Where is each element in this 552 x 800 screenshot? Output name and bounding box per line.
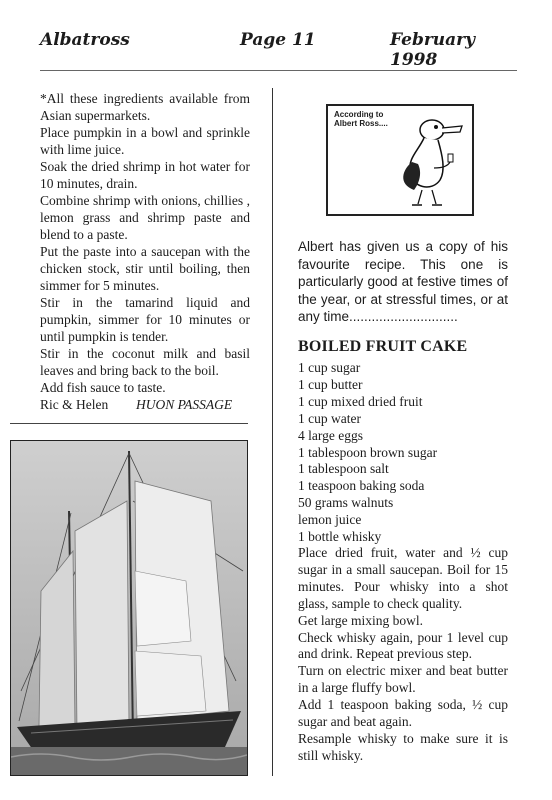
method-step: Resample whisky to make sure it is still whisky.: [298, 730, 508, 763]
author-name: Ric & Helen: [40, 397, 109, 412]
ingredient-item: 1 cup sugar: [298, 360, 361, 375]
ship-photo: [10, 440, 248, 776]
method-step: Check whisky again, pour 1 level cup and drink. Repeat previous step.: [298, 629, 508, 662]
issue-date: February 1998: [390, 30, 476, 70]
ingredient-item: 1 cup water: [298, 410, 361, 426]
recipe-paragraph: Place pumpkin in a bowl and sprinkle with lime juice.: [40, 125, 250, 157]
method-step: Place dried fruit, water and ½ cup sugar in a small saucepan. Boil for 15 minutes. Pour whisky into a shot glass, sample to check quality.: [298, 545, 508, 611]
section-divider: [10, 423, 248, 424]
header-divider: [40, 70, 517, 71]
method-step: Turn on electric mixer and beat butter in a large fluffy bowl.: [298, 663, 508, 696]
boat-name: HUON PASSAGE: [136, 397, 233, 412]
method-step: Add 1 teaspoon baking soda, ½ cup sugar and beat again.: [298, 697, 508, 730]
cartoon-caption: According to Albert Ross....: [334, 110, 388, 128]
ingredient-list: [298, 360, 508, 546]
signature: [40, 396, 250, 413]
recipe-paragraph: *All these ingredients available from Asian supermarkets.: [40, 91, 250, 123]
ingredient-item: 50 grams walnuts: [298, 495, 394, 511]
column-divider: [272, 88, 273, 776]
ingredient-item: 1 cup butter: [298, 376, 363, 392]
ingredient-item: lemon juice: [298, 512, 362, 528]
recipe-continuation: [40, 90, 250, 413]
ingredient-item: 1 cup mixed dried fruit: [298, 393, 423, 409]
recipe-paragraph: Add fish sauce to taste.: [40, 380, 166, 395]
recipe-paragraph: Stir in the coconut milk and basil leaves and bring back to the boil.: [40, 346, 250, 378]
recipe-paragraph: Put the paste into a saucepan with the chicken stock, stir until boiling, then simmer for 5 minutes.: [40, 244, 250, 293]
albert-ross-cartoon: [326, 104, 474, 216]
page-header: [40, 30, 520, 70]
ingredient-item: 1 bottle whisky: [298, 529, 382, 545]
newsletter-title: Albatross: [40, 30, 130, 50]
ingredient-item: 1 tablespoon brown sugar: [298, 444, 438, 460]
recipe-paragraph: Soak the dried shrimp in hot water for 10 minutes, drain.: [40, 159, 250, 191]
recipe-title: BOILED FRUIT CAKE: [298, 338, 468, 355]
method-steps: [298, 545, 508, 765]
method-step: Get large mixing bowl.: [298, 612, 423, 628]
page-number: Page 11: [240, 30, 316, 50]
recipe-paragraph: Combine shrimp with onions, chillies , lemon grass and shrimp paste and blend to a paste.: [40, 193, 250, 242]
ingredient-item: 4 large eggs: [298, 427, 363, 443]
intro-paragraph: Albert has given us a copy of his favourite recipe. This one is particularly good at festive times of the year, or at stressful times, or at any time.............................: [298, 239, 508, 324]
recipe-paragraph: Stir in the tamarind liquid and pumpkin, simmer for 10 minutes or until pumpkin is tender.: [40, 295, 250, 344]
ingredient-item: 1 teaspoon baking soda: [298, 478, 425, 494]
tall-ship-image: [11, 441, 247, 775]
ingredient-item: 1 tablespoon salt: [298, 461, 389, 477]
